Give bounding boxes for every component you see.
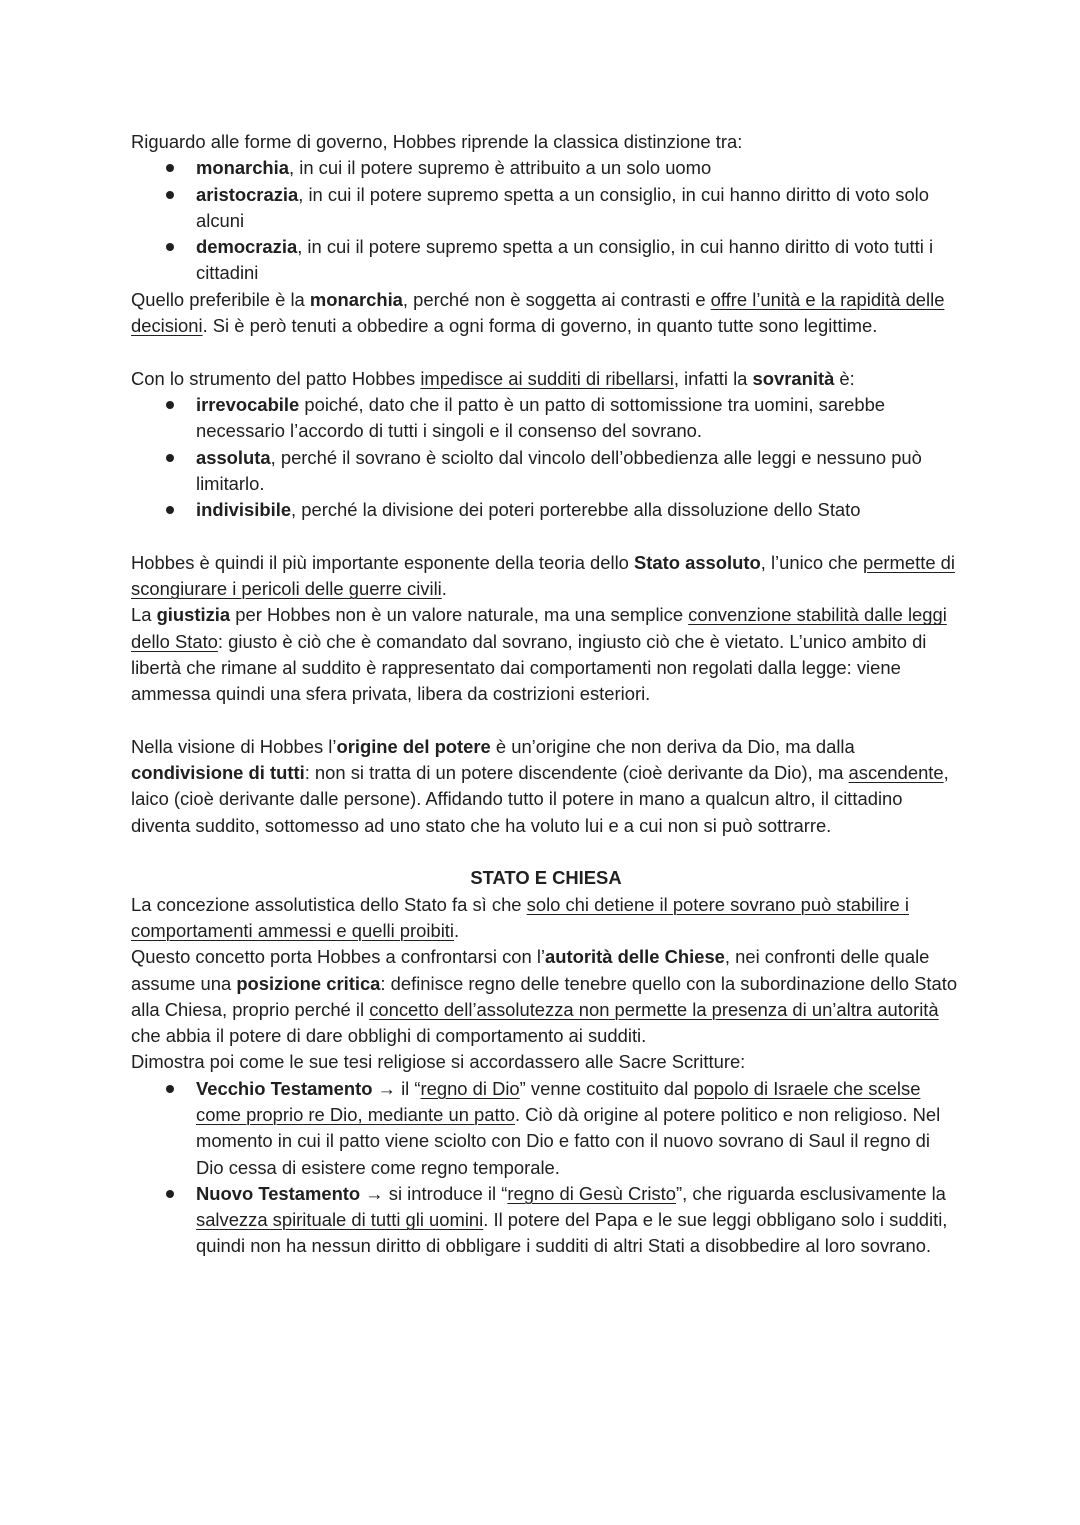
- list-item: [196, 497, 961, 523]
- text-run: , perché la divisione dei poteri porterebbe alla dissoluzione dello Stato: [291, 499, 861, 521]
- underlined-text: salvezza spirituale di tutti gli uomini: [196, 1209, 484, 1231]
- text-run: .: [441, 578, 447, 600]
- bullet-dot-icon: [166, 454, 174, 462]
- underlined-text: convenzione stabilità dalle leggi dello Stato: [131, 604, 947, 652]
- text-run: ”, che riguarda esclusivamente la: [676, 1182, 946, 1204]
- list-item: [196, 1076, 961, 1181]
- bold-text: posizione critica: [236, 972, 381, 994]
- text-run: Nella visione di Hobbes l’: [131, 735, 337, 757]
- bullet-dot-icon: [166, 506, 174, 514]
- paragraph: [131, 734, 961, 839]
- underlined-text: regno di Dio: [420, 1077, 520, 1099]
- bullet-dot-icon: [166, 191, 174, 199]
- text-run: ” venne costituito dal: [519, 1077, 694, 1099]
- list-item: [196, 1181, 961, 1260]
- paragraph-spacer: [131, 708, 961, 734]
- section-title: [131, 865, 961, 891]
- bullet-dot-icon: [166, 243, 174, 251]
- paragraph: [131, 287, 961, 340]
- list-item: [196, 182, 961, 235]
- underlined-text: permette di scongiurare i pericoli delle guerre civili: [131, 551, 955, 600]
- bullet-dot-icon: [166, 401, 174, 409]
- bold-text: Nuovo Testamento: [196, 1182, 361, 1204]
- bold-text: monarchia: [309, 288, 403, 310]
- paragraph: [131, 550, 961, 603]
- bold-text: monarchia: [196, 157, 290, 179]
- text-run: per Hobbes non è un valore naturale, ma una semplice: [230, 604, 689, 626]
- text-run: poiché, dato che il patto è un patto di sottomissione tra uomini, sarebbe necessario l’accordo di tutti i singoli e il consenso del sovrano.: [196, 393, 886, 442]
- text-run: : definisce regno delle tenebre quello con la subordinazione dello Stato alla Chiesa, proprio perché il: [131, 972, 958, 1020]
- bold-text: condivisione di tutti: [131, 762, 305, 784]
- bold-text: sovranità: [752, 367, 835, 389]
- bold-text: irrevocabile: [196, 393, 300, 415]
- text-run: La: [131, 604, 157, 626]
- text-run: → si introduce il “: [360, 1182, 508, 1204]
- text-run: STATO E CHIESA: [470, 867, 622, 889]
- paragraph: [131, 944, 961, 1049]
- underlined-text: solo chi detiene il potere sovrano può stabilire i comportamenti ammessi e quelli proibiti: [131, 893, 909, 941]
- paragraph-spacer: [131, 839, 961, 865]
- text-run: , perché il sovrano è sciolto dal vincolo dell’obbedienza alle leggi e nessuno può limitarlo.: [196, 446, 922, 494]
- paragraph: [131, 892, 961, 945]
- bullet-dot-icon: [166, 164, 174, 172]
- paragraph-spacer: [131, 523, 961, 549]
- list-item: [196, 445, 961, 498]
- bullet-list: [131, 1076, 961, 1260]
- underlined-text: ascendente: [848, 762, 944, 784]
- underlined-text: concetto dell’assolutezza non permette la presenza di un’altra autorità: [369, 998, 939, 1020]
- bold-text: Stato assoluto: [634, 551, 761, 573]
- underlined-text: regno di Gesù Cristo: [507, 1182, 677, 1204]
- text-run: , nei confronti delle quale assume una: [131, 946, 930, 994]
- text-run: Dimostra poi come le sue tesi religiose si accordassero alle Sacre Scritture:: [131, 1051, 746, 1073]
- text-run: : non si tratta di un potere discendente (cioè derivante da Dio), ma: [304, 762, 849, 784]
- list-item: [196, 392, 961, 445]
- text-run: Questo concetto porta Hobbes a confrontarsi con l’: [131, 946, 546, 968]
- bold-text: Vecchio Testamento: [196, 1077, 373, 1099]
- text-run: → il “: [372, 1077, 421, 1099]
- bold-text: origine del potere: [336, 735, 491, 757]
- text-run: . Si è però tenuti a obbedire a ogni forma di governo, in quanto tutte sono legittime.: [202, 315, 878, 337]
- text-run: è un’origine che non deriva da Dio, ma dalla: [490, 735, 855, 757]
- text-run: è:: [834, 367, 855, 389]
- paragraph: [131, 129, 961, 155]
- paragraph: [131, 602, 961, 707]
- text-run: , in cui il potere supremo è attribuito a un solo uomo: [289, 157, 712, 179]
- list-item: [196, 155, 961, 181]
- text-run: La concezione assolutistica dello Stato fa sì che: [131, 893, 527, 915]
- text-run: , laico (cioè derivante dalle persone). Affidando tutto il potere in mano a qualcun altro, il cittadino diventa suddito, sottomesso ad uno stato che ha voluto lui e a cui non si può sottrarre.: [131, 762, 949, 836]
- paragraph: [131, 1049, 961, 1075]
- bold-text: aristocrazia: [196, 183, 299, 205]
- bullet-list: [131, 155, 961, 286]
- text-run: .: [454, 919, 460, 941]
- bullet-dot-icon: [166, 1085, 174, 1093]
- underlined-text: popolo di Israele che scelse come proprio re Dio, mediante un patto: [196, 1077, 921, 1125]
- text-run: , infatti la: [673, 367, 753, 389]
- text-run: , in cui il potere supremo spetta a un consiglio, in cui hanno diritto di voto solo alcuni: [196, 183, 929, 231]
- bold-text: democrazia: [196, 236, 298, 258]
- bold-text: assoluta: [196, 446, 271, 468]
- text-run: Con lo strumento del patto Hobbes: [131, 367, 421, 389]
- bullet-dot-icon: [166, 1190, 174, 1198]
- paragraph: [131, 366, 961, 392]
- text-run: che abbia il potere di dare obblighi di comportamento ai sudditi.: [131, 1025, 647, 1047]
- bold-text: giustizia: [156, 604, 231, 626]
- text-run: Quello preferibile è la: [131, 288, 310, 310]
- text-run: Hobbes è quindi il più importante esponente della teoria dello: [131, 551, 635, 573]
- bold-text: indivisibile: [196, 499, 292, 521]
- text-run: : giusto è ciò che è comandato dal sovrano, ingiusto ciò che è vietato. L’unico ambito di libertà che rimane al suddito è rappresentato dai comportamenti non regolati dalla legge: viene ammessa quindi una sfera privata, libera da costrizioni esteriori.: [131, 630, 927, 705]
- paragraph-spacer: [131, 339, 961, 365]
- bold-text: autorità delle Chiese: [545, 946, 725, 968]
- text-run: , in cui il potere supremo spetta a un consiglio, in cui hanno diritto di voto tutti i cittadini: [196, 236, 934, 284]
- list-item: [196, 234, 961, 287]
- text-run: , perché non è soggetta ai contrasti e: [402, 288, 711, 310]
- text-run: . Il potere del Papa e le sue leggi obbligano solo i sudditi, quindi non ha nessun diritto di obbligare i sudditi di altri Stati a disobbedire al loro sovrano.: [196, 1209, 948, 1257]
- document-page: [131, 129, 961, 1260]
- underlined-text: impedisce ai sudditi di ribellarsi: [420, 367, 674, 389]
- text-run: Riguardo alle forme di governo, Hobbes riprende la classica distinzione tra:: [131, 131, 743, 152]
- underlined-text: offre l’unità e la rapidità delle decisioni: [131, 288, 945, 337]
- bullet-list: [131, 392, 961, 523]
- text-run: . Ciò dà origine al potere politico e non religioso. Nel momento in cui il patto viene sciolto con Dio e fatto con il nuovo sovrano di Saul il regno di Dio cessa di esistere come regno temporale.: [196, 1103, 941, 1178]
- text-run: , l’unico che: [760, 551, 863, 573]
